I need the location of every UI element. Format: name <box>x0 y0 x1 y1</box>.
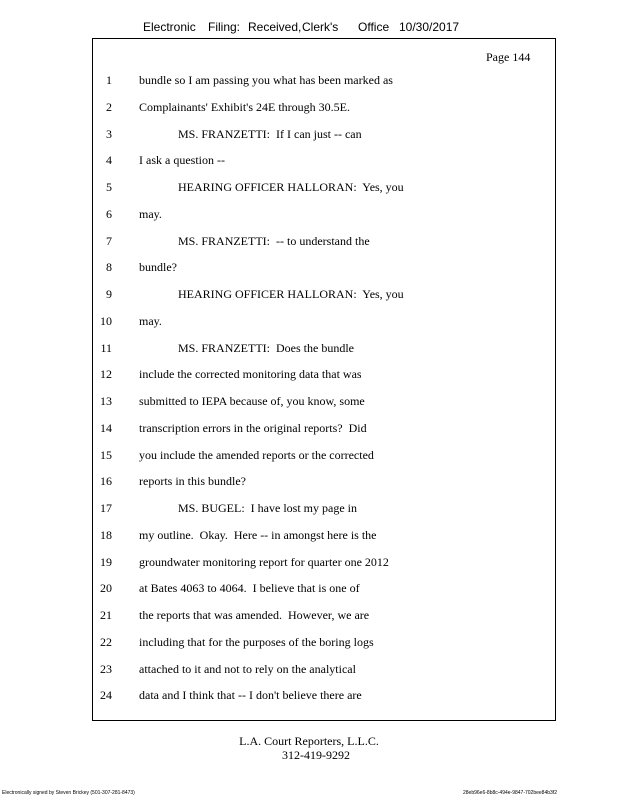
line-number: 22 <box>100 634 112 649</box>
line-text: may. <box>139 313 162 328</box>
transcript-line <box>0 474 618 490</box>
line-number: 6 <box>106 206 112 221</box>
page-number: Page 144 <box>486 50 531 64</box>
line-text: HEARING OFFICER HALLORAN: Yes, you <box>178 287 404 301</box>
line-number: 7 <box>106 233 112 248</box>
line-text: you include the amended reports or the corrected <box>139 447 374 462</box>
line-text: bundle so I am passing you what has been marked as <box>139 73 393 87</box>
line-text: attached to it and not to rely on the analytical <box>139 661 356 676</box>
line-number: 20 <box>100 581 112 596</box>
transcript-line <box>0 127 618 143</box>
line-text: may. <box>139 206 162 221</box>
transcript-line <box>0 314 618 330</box>
line-text: the reports that was amended. However, we are <box>139 608 370 622</box>
line-number: 23 <box>100 661 112 676</box>
transcript-line <box>0 555 618 571</box>
transcript-line <box>0 100 618 116</box>
transcript-line <box>0 394 618 410</box>
header-clerks: Clerk's <box>302 20 339 34</box>
header-electronic: Electronic <box>143 20 196 34</box>
line-text: data and I think that -- I don't believe there are <box>139 688 362 703</box>
transcript-line <box>0 635 618 651</box>
electronic-signature: Electronically signed by Steven Brickey (501-307-281-8473) <box>2 790 135 796</box>
line-number: 10 <box>100 313 112 328</box>
transcript-line <box>0 341 618 357</box>
line-text: transcription errors in the original reports? Did <box>139 420 367 435</box>
line-number: 17 <box>100 501 112 515</box>
transcript-line <box>0 234 618 250</box>
line-text: HEARING OFFICER HALLORAN: Yes, you <box>178 180 404 194</box>
line-number: 4 <box>106 153 112 168</box>
line-text: I ask a question -- <box>139 153 225 168</box>
line-number: 15 <box>100 447 112 462</box>
line-text: MS. FRANZETTI: Does the bundle <box>178 340 354 355</box>
line-text: groundwater monitoring report for quarter one 2012 <box>139 554 389 569</box>
line-number: 1 <box>106 73 112 87</box>
transcript-line <box>0 608 618 624</box>
line-number: 13 <box>100 394 112 408</box>
line-text: at Bates 4063 to 4064. I believe that is one of <box>139 581 360 596</box>
transcript-line <box>0 528 618 544</box>
court-reporter-name: L.A. Court Reporters, L.L.C. <box>239 734 379 748</box>
transcript-line <box>0 260 618 276</box>
transcript-line <box>0 180 618 196</box>
header-received: Received, <box>248 20 302 34</box>
line-number: 2 <box>106 99 112 114</box>
line-number: 14 <box>100 420 112 435</box>
transcript-line <box>0 207 618 223</box>
line-number: 5 <box>106 180 112 194</box>
line-number: 3 <box>106 126 112 141</box>
line-text: submitted to IEPA because of, you know, some <box>139 394 365 408</box>
line-number: 16 <box>100 474 112 489</box>
transcript-line <box>0 287 618 303</box>
line-text: Complainants' Exhibit's 24E through 30.5E. <box>139 99 350 114</box>
line-text: include the corrected monitoring data that was <box>139 367 362 382</box>
line-text: my outline. Okay. Here -- in amongst here is the <box>139 527 377 542</box>
line-text: reports in this bundle? <box>139 474 246 489</box>
line-number: 11 <box>100 340 112 355</box>
line-text: bundle? <box>139 260 177 275</box>
transcript-line <box>0 421 618 437</box>
transcript-line <box>0 662 618 678</box>
header-filing: Filing: <box>208 20 241 34</box>
transcript-line <box>0 501 618 517</box>
header-office: Office <box>358 20 390 34</box>
line-number: 21 <box>100 608 112 622</box>
court-reporter-phone: 312-419-9292 <box>282 748 350 762</box>
transcript-line <box>0 367 618 383</box>
line-text: MS. FRANZETTI: If I can just -- can <box>178 126 362 141</box>
header-date: 10/30/2017 <box>399 20 460 34</box>
line-text: MS. FRANZETTI: -- to understand the <box>178 233 370 248</box>
line-number: 18 <box>100 527 112 542</box>
line-number: 12 <box>100 367 112 382</box>
line-number: 19 <box>100 554 112 569</box>
line-text: MS. BUGEL: I have lost my page in <box>178 501 357 515</box>
transcript-line <box>0 448 618 464</box>
transcript-line <box>0 581 618 597</box>
filing-stamp-header <box>0 20 618 38</box>
transcript-line <box>0 153 618 169</box>
document-hash: 28eb96e6-8b8c-494e-9847-702bee84b3f2 <box>463 790 557 796</box>
transcript-line <box>0 73 618 89</box>
line-number: 24 <box>100 688 112 703</box>
line-number: 9 <box>106 287 112 301</box>
line-number: 8 <box>106 260 112 275</box>
line-text: including that for the purposes of the boring logs <box>139 634 374 649</box>
transcript-line <box>0 688 618 704</box>
